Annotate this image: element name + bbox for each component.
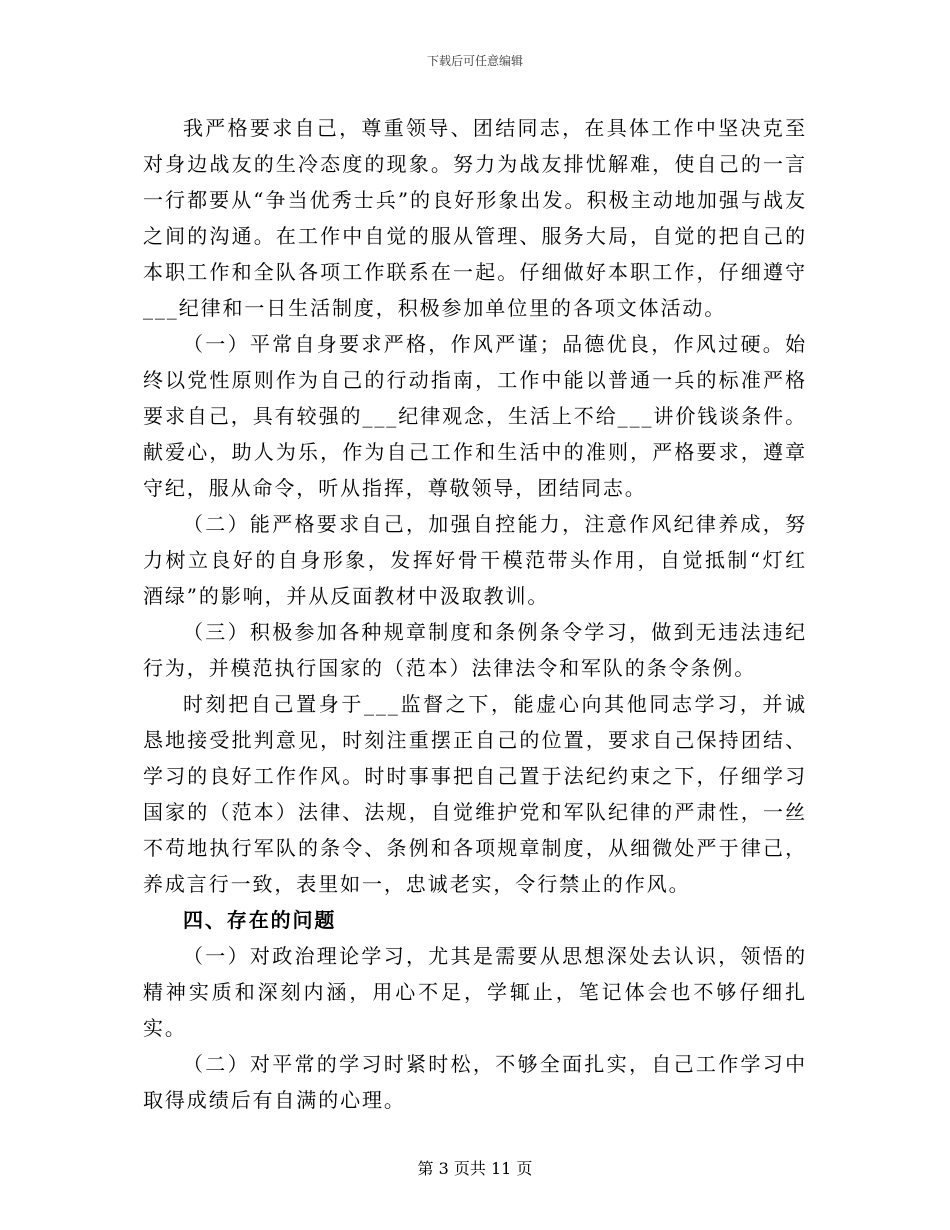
paragraph-point-2: （二）能严格要求自己，加强自控能力，注意作风纪律养成，努力树立良好的自身形象，发挥好骨干模范带头作用，自觉抵制“灯红酒绿”的影响，并从反面教材中汲取教训。 [143, 512, 807, 608]
section-heading-problems: 四、存在的问题 [183, 908, 337, 932]
paragraph-point-3: （三）积极参加各种规章制度和条例条令学习，做到无违法违纪行为，并模范执行国家的（范本）法律法令和军队的条令条例。 [143, 620, 807, 680]
paragraph-issue-2: （二）对平常的学习时紧时松，不够全面扎实，自己工作学习中取得成绩后有自满的心理。 [143, 1052, 807, 1112]
page-footer: 第 3 页共 11 页 [417, 1159, 533, 1178]
paragraph-supervision: 时刻把自己置身于___监督之下，能虚心向其他同志学习，并诚恳地接受批判意见，时刻注重摆正自己的位置，要求自己保持团结、学习的良好工作作风。时时事事把自己置于法纪约束之下，仔细学习国家的（范本）法律、法规，自觉维护党和军队纪律的严肃性，一丝不苟地执行军队的条令、条例和各项规章制度，从细微处严于律己，养成言行一致，表里如一，忠诚老实，令行禁止的作风。 [143, 692, 807, 896]
paragraph-point-1: （一）平常自身要求严格，作风严谨；品德优良，作风过硬。始终以党性原则作为自己的行动指南，工作中能以普通一兵的标准严格要求自己，具有较强的___纪律观念，生活上不给___讲价钱谈条件。献爱心，助人为乐，作为自己工作和生活中的准则，严格要求，遵章守纪，服从命令，听从指挥，尊敬领导，团结同志。 [143, 332, 807, 500]
paragraph-issue-1: （一）对政治理论学习，尤其是需要从思想深处去认识，领悟的精神实质和深刻内涵，用心不足，学辄止，笔记体会也不够仔细扎实。 [143, 944, 807, 1040]
page-header: 下载后可任意编辑 [426, 54, 523, 68]
document-body [143, 110, 807, 1118]
paragraph-discipline: 我严格要求自己，尊重领导、团结同志，在具体工作中坚决克至对身边战友的生冷态度的现象。努力为战友排忧解难，使自己的一言一行都要从“争当优秀士兵”的良好形象出发。积极主动地加强与战友之间的沟通。在工作中自觉的服从管理、服务大局，自觉的把自己的本职工作和全队各项工作联系在一起。仔细做好本职工作，仔细遵守___纪律和一日生活制度，积极参加单位里的各项文体活动。 [143, 116, 807, 320]
